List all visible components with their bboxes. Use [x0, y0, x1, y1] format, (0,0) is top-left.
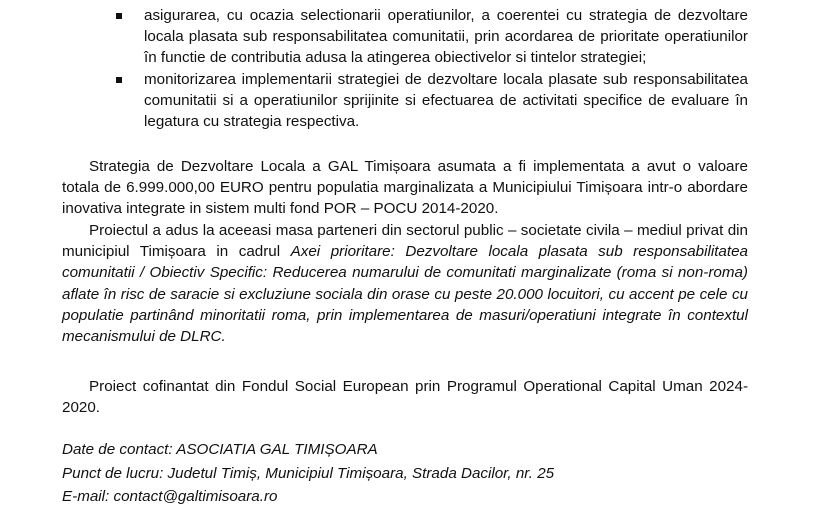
bullet-text: asigurarea, cu ocazia selectionarii operatiunilor, a coerentei cu strategia de dezvoltare locala plasata sub responsabilitatea comunitatii, prin acordarea de prioritate operatiunilor în functie de contributia adusa la atingerea obiectivelor si tintelor strategiei;: [144, 7, 748, 67]
square-bullet-icon: [116, 77, 122, 83]
contact-email: E-mail: contact@galtimisoara.ro: [62, 488, 278, 505]
square-bullet-icon: [116, 13, 122, 19]
contact-address: Punct de lucru: Judetul Timiș, Municipiul Timișoara, Strada Dacilor, nr. 25: [62, 464, 555, 482]
bullet-list: [112, 5, 748, 132]
contact-organization: Date de contact: ASOCIATIA GAL TIMIȘOARA: [62, 441, 378, 458]
project-axis-text: Axei prioritare: Dezvoltare locala plasata sub responsabilitatea comunitatii / Obiectiv Specific: Reducerea numarului de comunitati marginalizate (roma si non-roma) aflate în risc de saracie si excluziune sociala din orase cu peste 20.000 locuitori, cu accent pe cele cu populatie partinând minoritatii roma, prin implementarea de masuri/operatiuni integrate în contextul mecanismului de DLRC.: [62, 243, 748, 346]
contact-block: [62, 438, 748, 509]
strategy-paragraph: Strategia de Dezvoltare Locala a GAL Timișoara asumata a fi implementata a avut o valoare totala de 6.999.000,00 EURO pentru populatia marginalizata a Municipiului Timișoara intr-o abordare inovativa integrate in sistem multi fond POR – POCU 2014-2020.: [62, 158, 748, 218]
list-item: [112, 5, 748, 69]
list-item: [112, 69, 748, 133]
project-intro-text: Proiectul a adus la aceeasi masa parteneri din sectorul public – societate civila – mediul privat din municipiul Timișoara in cadrul: [62, 222, 748, 261]
funding-paragraph: Proiect cofinantat din Fondul Social European prin Programul Operational Capital Uman 2024-2020.: [62, 378, 748, 417]
project-paragraph: [62, 220, 748, 347]
bullet-text: monitorizarea implementarii strategiei de dezvoltare locala plasate sub responsabilitatea comunitatii si a operatiunilor sprijinite si efectuarea de activitati specifice de evaluare în legatura cu strategia respectiva.: [144, 70, 748, 131]
